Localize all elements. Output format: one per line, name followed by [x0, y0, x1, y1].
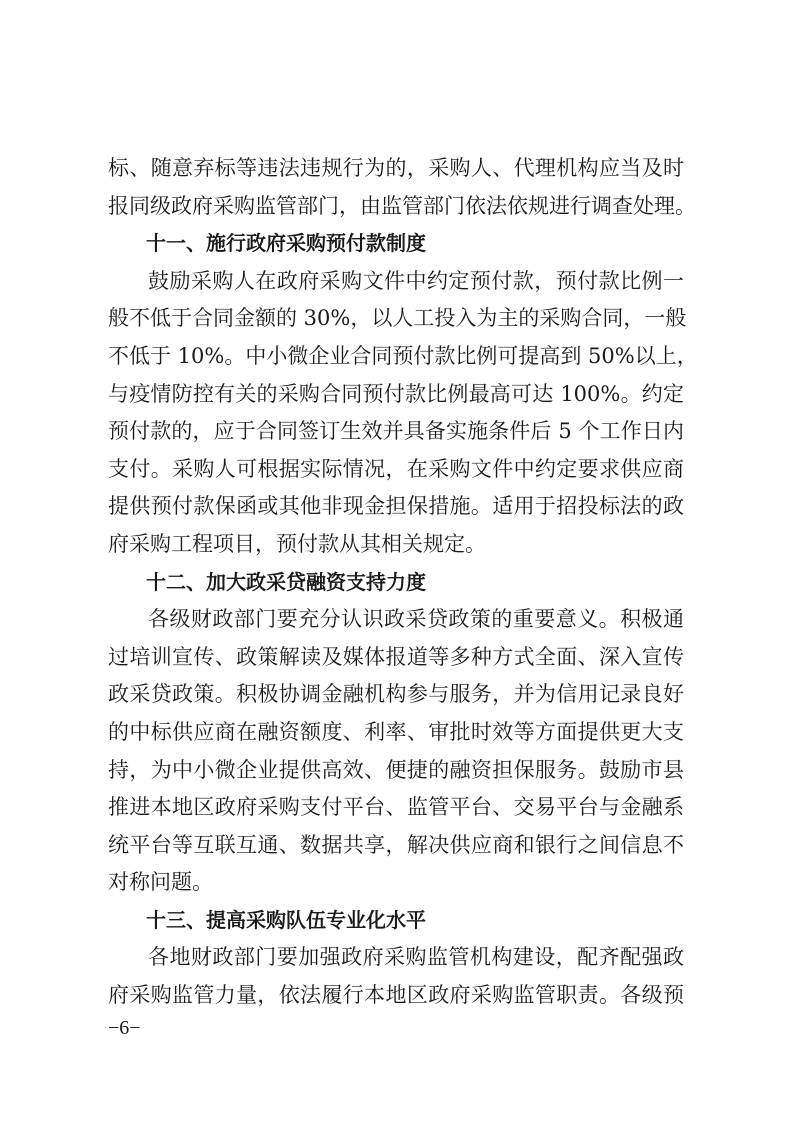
text-line: 对称问题。 — [108, 870, 213, 895]
text-line: 般不低于合同金额的 30%，以人工投入为主的采购合同，一般 — [108, 306, 687, 331]
text-line: 推进本地区政府采购支付平台、监管平台、交易平台与金融系 — [108, 795, 684, 820]
text-line: 过培训宣传、政策解读及媒体报道等多种方式全面、深入宣传 — [108, 644, 684, 669]
text-line: 鼓励采购人在政府采购文件中约定预付款，预付款比例一 — [148, 268, 684, 293]
page-number: −6− — [108, 1017, 141, 1039]
text-line: 与疫情防控有关的采购合同预付款比例最高可达 100%。约定 — [108, 381, 684, 406]
text-line: 不低于 10%。中小微企业合同预付款比例可提高到 50%以上， — [108, 343, 698, 368]
text-line: 府采购工程项目，预付款从其相关规定。 — [108, 531, 486, 556]
document-body — [108, 150, 698, 1015]
text-line: 提供预付款保函或其他非现金担保措施。适用于招投标法的政 — [108, 494, 684, 519]
text-line: 府采购监管力量，依法履行本地区政府采购监管职责。各级预 — [108, 983, 684, 1008]
section-heading: 十二、加大政采贷融资支持力度 — [146, 569, 426, 594]
text-line: 持，为中小微企业提供高效、便捷的融资担保服务。鼓励市县 — [108, 757, 684, 782]
text-line: 各级财政部门要充分认识政采贷政策的重要意义。积极通 — [148, 607, 684, 632]
text-line: 支付。采购人可根据实际情况，在采购文件中约定要求供应商 — [108, 456, 684, 481]
text-line: 统平台等互联互通、数据共享，解决供应商和银行之间信息不 — [108, 832, 684, 857]
text-line: 预付款的，应于合同签订生效并具备实施条件后 5 个工作日内 — [108, 419, 684, 444]
section-heading: 十三、提高采购队伍专业化水平 — [146, 907, 426, 932]
text-line: 的中标供应商在融资额度、利率、审批时效等方面提供更大支 — [108, 719, 684, 744]
text-line: 标、随意弃标等违法违规行为的，采购人、代理机构应当及时 — [108, 156, 684, 180]
text-line: 报同级政府采购监管部门，由监管部门依法依规进行调查处理。 — [108, 193, 696, 218]
text-line: 各地财政部门要加强政府采购监管机构建设，配齐配强政 — [148, 945, 684, 970]
text-line: 政采贷政策。积极协调金融机构参与服务，并为信用记录良好 — [108, 682, 684, 707]
section-heading: 十一、施行政府采购预付款制度 — [146, 231, 426, 256]
